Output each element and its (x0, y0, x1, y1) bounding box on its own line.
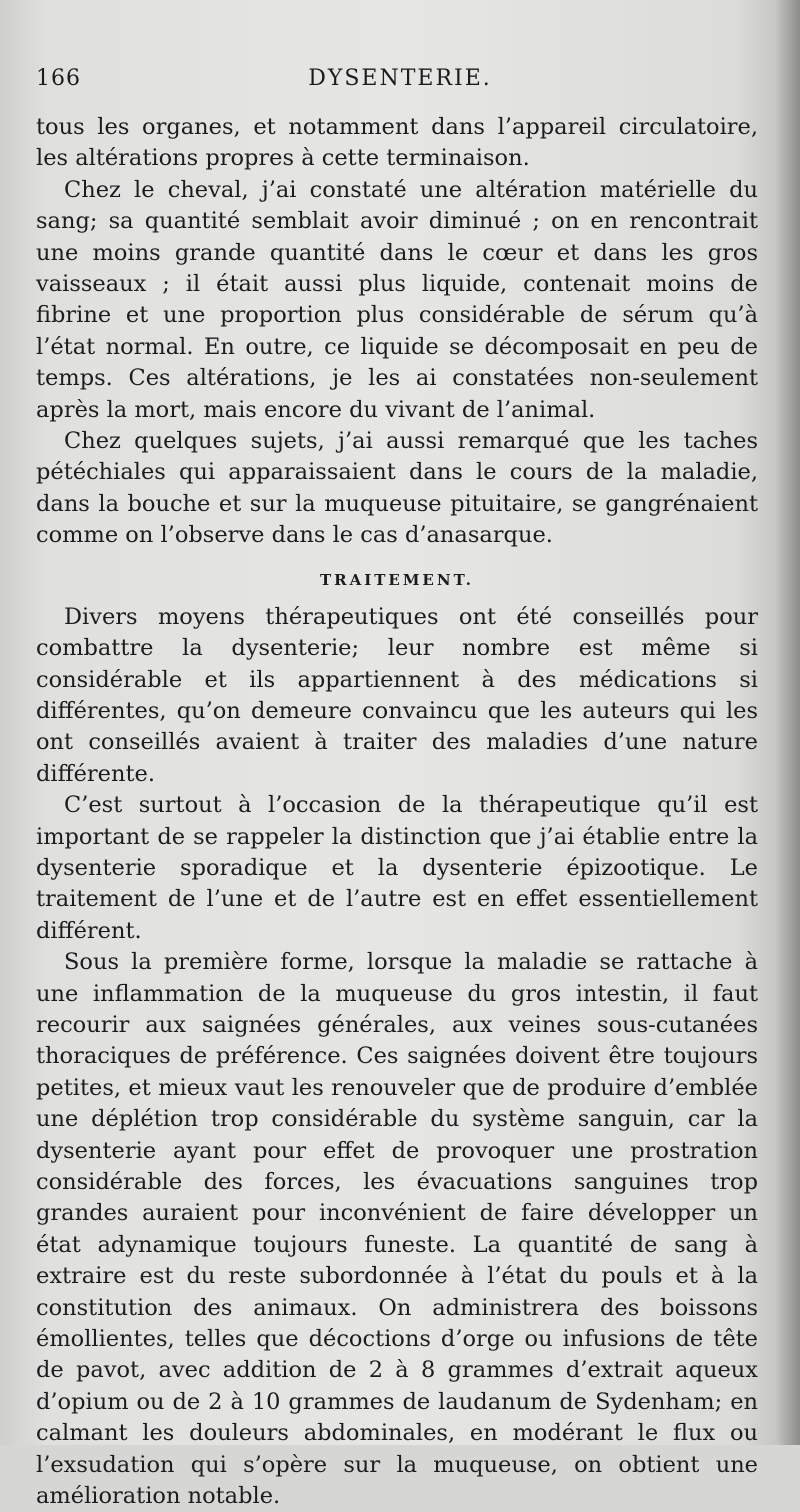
paragraph: Sous la première forme, lorsque la maladie se rattache à une inflammation de la muqueuse du gros intestin, il faut recourir aux saignées générales, aux veines sous-cutanées thoraciques de préférence. Ces saignées doivent être toujours petites, et mieux vaut les renouveler que de produire d’emblée une déplétion trop considérable du système sanguin, car la dysenterie ayant pour effet de provoquer une prostration considérable des forces, les évacuations sanguines trop grandes auraient pour inconvénient de faire développer un état adynamique toujours funeste. La quantité de sang à extraire est du reste subordonnée à l’état du pouls et à la constitution des animaux. On administrera des boissons émollientes, telles que décoctions d’orge ou infusions de tête de pavot, avec addition de 2 à 8 grammes d’extrait aqueux d’opium ou de 2 à 10 grammes de laudanum de Sydenham; en calmant les douleurs abdominales, en modérant le flux ou l’exsudation qui s’opère sur la muqueuse, on obtient une amélioration notable. (36, 949, 758, 1510)
running-head (36, 66, 764, 100)
paragraph: C’est surtout à l’occasion de la thérapeutique qu’il est important de se rappeler la distinction que j’ai établie entre la dysenterie sporadique et la dysenterie épizootique. Le traitement de l’une et de l’autre est en effet essentiellement différent. (36, 792, 758, 944)
paragraph: Divers moyens thérapeutiques ont été conseillés pour combattre la dysenterie; leur nombre est même si considérable et ils appartiennent à des médications si différentes, qu’on demeure convaincu que les auteurs qui les ont conseillés avaient à traiter des maladies d’une nature différente. (36, 603, 758, 787)
page-edge-shadow (776, 0, 800, 1445)
paragraph: Chez quelques sujets, j’ai aussi remarqué que les taches pétéchiales qui apparaissaient dans le cours de la maladie, dans la bouche et sur la muqueuse pituitaire, se gangrénaient comme on l’observe dans le cas d’anasarque. (36, 428, 758, 549)
paragraph-continuation: tous les organes, et notamment dans l’appareil circulatoire, les altérations propres à cette terminaison. (36, 114, 758, 172)
paragraph: Chez le cheval, j’ai constaté une altération matérielle du sang; sa quantité semblait avoir diminué ; on en rencontrait une moins grande quantité dans le cœur et dans les gros vaisseaux ; il était aussi plus liquide, contenait moins de fibrine et une proportion plus considérable de sérum qu’à l’état normal. En outre, ce liquide se décomposait en peu de temps. Ces altérations, je les ai constatées non-seulement après la mort, mais encore du vivant de l’animal. (36, 176, 758, 423)
page-number: 166 (36, 66, 81, 91)
section-heading: TRAITEMENT. (319, 570, 475, 589)
body-text (36, 112, 758, 1512)
page-title: DYSENTERIE. (308, 66, 492, 91)
